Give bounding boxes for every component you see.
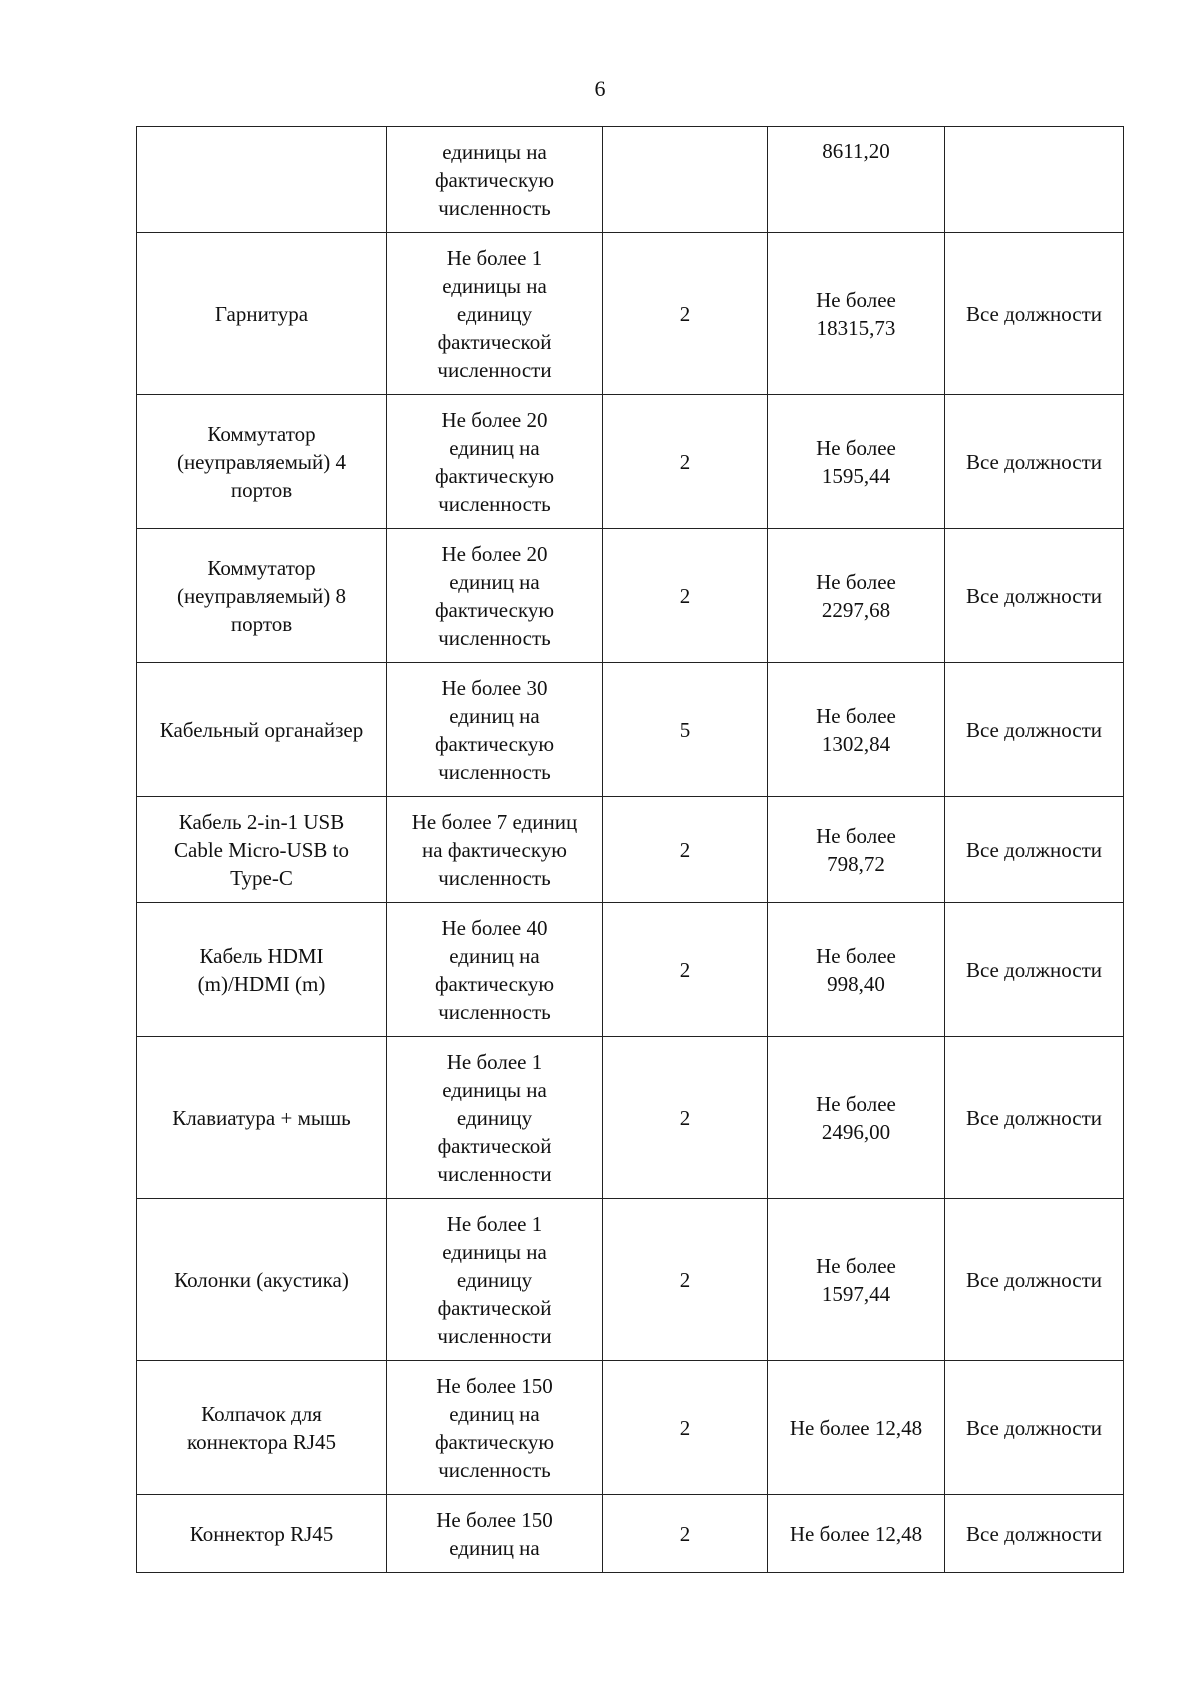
item-name: Клавиатура + мышь bbox=[172, 1105, 351, 1130]
quantity-cell bbox=[387, 797, 603, 903]
quantity-cell bbox=[387, 1037, 603, 1199]
service-term: 2 bbox=[679, 1415, 691, 1440]
positions: Все должности bbox=[965, 301, 1103, 326]
term-cell bbox=[603, 903, 768, 1037]
price-cell bbox=[768, 663, 945, 797]
equipment-table bbox=[136, 126, 1124, 1573]
price-cell bbox=[768, 395, 945, 529]
quantity-cell bbox=[387, 127, 603, 233]
item-name-cell bbox=[137, 127, 387, 233]
table-row bbox=[137, 797, 1124, 903]
term-cell bbox=[603, 529, 768, 663]
service-term: 2 bbox=[679, 1105, 691, 1130]
positions: Все должности bbox=[965, 1521, 1103, 1546]
item-name: Кабель HDMI (m)/HDMI (m) bbox=[197, 943, 326, 996]
quantity-cell bbox=[387, 903, 603, 1037]
price-cell bbox=[768, 1037, 945, 1199]
table-row bbox=[137, 395, 1124, 529]
positions-cell bbox=[945, 529, 1124, 663]
table-row bbox=[137, 903, 1124, 1037]
table-row bbox=[137, 233, 1124, 395]
item-name: Кабельный органайзер bbox=[159, 717, 364, 742]
quantity-cell bbox=[387, 1199, 603, 1361]
positions-cell bbox=[945, 903, 1124, 1037]
quantity-norm: единицы на фактическую численность bbox=[434, 139, 555, 220]
item-name: Колпачок для коннектора RJ45 bbox=[186, 1401, 336, 1454]
quantity-cell bbox=[387, 529, 603, 663]
positions: Все должности bbox=[965, 717, 1103, 742]
price-limit: Не более 2297,68 bbox=[816, 569, 896, 622]
quantity-cell bbox=[387, 233, 603, 395]
term-cell bbox=[603, 395, 768, 529]
item-name-cell bbox=[137, 529, 387, 663]
price-cell bbox=[768, 797, 945, 903]
item-name-cell bbox=[137, 1199, 387, 1361]
price-cell bbox=[768, 529, 945, 663]
table-row bbox=[137, 1495, 1124, 1573]
price-limit: Не более 1302,84 bbox=[816, 703, 896, 756]
item-name: Кабель 2-in-1 USB Cable Micro-USB to Type-C bbox=[174, 809, 349, 890]
quantity-norm: Не более 150 единиц на bbox=[436, 1507, 553, 1560]
positions: Все должности bbox=[965, 837, 1103, 862]
service-term: 5 bbox=[679, 717, 691, 742]
quantity-cell bbox=[387, 1495, 603, 1573]
service-term: 2 bbox=[679, 1267, 691, 1292]
price-cell bbox=[768, 127, 945, 233]
price-cell bbox=[768, 233, 945, 395]
table-row bbox=[137, 1361, 1124, 1495]
service-term: 2 bbox=[679, 449, 691, 474]
item-name: Гарнитура bbox=[214, 301, 309, 326]
positions: Все должности bbox=[965, 583, 1103, 608]
term-cell bbox=[603, 1199, 768, 1361]
quantity-norm: Не более 1 единицы на единицу фактической численности bbox=[437, 245, 552, 382]
table-row bbox=[137, 127, 1124, 233]
quantity-norm: Не более 150 единиц на фактическую численность bbox=[434, 1373, 555, 1482]
quantity-cell bbox=[387, 1361, 603, 1495]
positions-cell bbox=[945, 1199, 1124, 1361]
item-name: Коннектор RJ45 bbox=[189, 1521, 334, 1546]
price-limit: Не более 2496,00 bbox=[816, 1091, 896, 1144]
item-name: Коммутатор (неуправляемый) 4 портов bbox=[176, 421, 347, 502]
quantity-norm: Не более 20 единиц на фактическую численность bbox=[434, 541, 555, 650]
positions: Все должности bbox=[965, 449, 1103, 474]
table-row bbox=[137, 1199, 1124, 1361]
term-cell bbox=[603, 663, 768, 797]
item-name-cell bbox=[137, 663, 387, 797]
positions-cell bbox=[945, 797, 1124, 903]
quantity-cell bbox=[387, 663, 603, 797]
service-term: 2 bbox=[679, 1521, 691, 1546]
positions-cell bbox=[945, 127, 1124, 233]
item-name-cell bbox=[137, 797, 387, 903]
quantity-cell bbox=[387, 395, 603, 529]
item-name-cell bbox=[137, 1495, 387, 1573]
term-cell bbox=[603, 127, 768, 233]
price-cell bbox=[768, 1495, 945, 1573]
table-row bbox=[137, 663, 1124, 797]
positions: Все должности bbox=[965, 957, 1103, 982]
price-limit: Не более 798,72 bbox=[816, 823, 896, 876]
term-cell bbox=[603, 797, 768, 903]
quantity-norm: Не более 1 единицы на единицу фактической численности bbox=[437, 1211, 552, 1348]
positions-cell bbox=[945, 1495, 1124, 1573]
positions: Все должности bbox=[965, 1267, 1103, 1292]
price-limit: Не более 18315,73 bbox=[816, 287, 896, 340]
term-cell bbox=[603, 1361, 768, 1495]
price-cell bbox=[768, 1361, 945, 1495]
table-row bbox=[137, 1037, 1124, 1199]
quantity-norm: Не более 40 единиц на фактическую численность bbox=[434, 915, 555, 1024]
positions-cell bbox=[945, 395, 1124, 529]
quantity-norm: Не более 20 единиц на фактическую численность bbox=[434, 407, 555, 516]
item-name: Коммутатор (неуправляемый) 8 портов bbox=[176, 555, 347, 636]
price-cell bbox=[768, 1199, 945, 1361]
service-term: 2 bbox=[679, 301, 691, 326]
quantity-norm: Не более 30 единиц на фактическую численность bbox=[434, 675, 555, 784]
item-name-cell bbox=[137, 395, 387, 529]
positions: Все должности bbox=[965, 1105, 1103, 1130]
item-name-cell bbox=[137, 233, 387, 395]
item-name-cell bbox=[137, 903, 387, 1037]
positions-cell bbox=[945, 233, 1124, 395]
term-cell bbox=[603, 1037, 768, 1199]
price-limit: 8611,20 bbox=[822, 139, 890, 163]
price-limit: Не более 1597,44 bbox=[816, 1253, 896, 1306]
price-limit: Не более 998,40 bbox=[816, 943, 896, 996]
term-cell bbox=[603, 1495, 768, 1573]
positions-cell bbox=[945, 1361, 1124, 1495]
service-term: 2 bbox=[679, 583, 691, 608]
positions-cell bbox=[945, 1037, 1124, 1199]
service-term: 2 bbox=[679, 957, 691, 982]
table-row bbox=[137, 529, 1124, 663]
price-limit: Не более 12,48 bbox=[789, 1521, 923, 1546]
service-term: 2 bbox=[679, 837, 691, 862]
quantity-norm: Не более 7 единиц на фактическую численность bbox=[411, 809, 578, 890]
item-name-cell bbox=[137, 1361, 387, 1495]
price-limit: Не более 12,48 bbox=[789, 1415, 923, 1440]
term-cell bbox=[603, 233, 768, 395]
positions: Все должности bbox=[965, 1415, 1103, 1440]
price-cell bbox=[768, 903, 945, 1037]
price-limit: Не более 1595,44 bbox=[816, 435, 896, 488]
quantity-norm: Не более 1 единицы на единицу фактической численности bbox=[437, 1049, 552, 1186]
page-number: 6 bbox=[594, 76, 606, 101]
item-name: Колонки (акустика) bbox=[174, 1267, 349, 1292]
positions-cell bbox=[945, 663, 1124, 797]
item-name-cell bbox=[137, 1037, 387, 1199]
